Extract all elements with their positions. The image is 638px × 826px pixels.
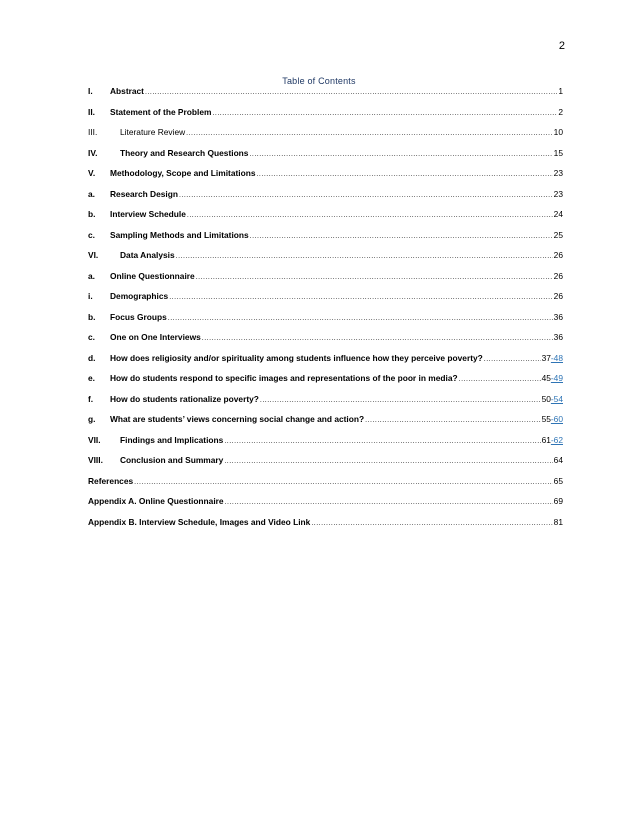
toc-entry-page-alt: -54 xyxy=(550,393,563,404)
dot-leader xyxy=(212,110,557,117)
dot-leader xyxy=(250,233,553,240)
dot-leader xyxy=(168,315,553,322)
toc-entry-page: 36 xyxy=(553,332,563,342)
toc-entry-page-alt: -60 xyxy=(550,414,563,424)
toc-entry-rationalize-poverty[interactable] xyxy=(88,394,563,415)
toc-entry-page: 26 xyxy=(553,250,563,260)
dot-leader xyxy=(134,479,553,486)
toc-entry-title: Online Questionnaire xyxy=(110,270,195,281)
toc-entry-title: How do students respond to specific images and representations of the poor in media? xyxy=(110,373,458,383)
toc-entry-number: i. xyxy=(88,291,93,301)
dot-leader xyxy=(187,212,553,219)
toc-entry-number: II. xyxy=(88,106,95,117)
toc-entry-demographics[interactable] xyxy=(88,291,563,312)
page-number: 2 xyxy=(558,40,565,52)
toc-entry-page: 1 xyxy=(558,86,563,96)
toc-entry-theory[interactable] xyxy=(88,148,563,169)
toc-entry-title: Literature Review xyxy=(120,127,186,137)
toc-entry-interview-schedule[interactable] xyxy=(88,209,563,230)
dot-leader xyxy=(202,335,553,342)
toc-entry-number: b. xyxy=(88,311,96,322)
toc-entry-page-alt: -49 xyxy=(550,373,563,383)
toc-entry-focus-groups[interactable] xyxy=(88,312,563,333)
toc-entry-number: e. xyxy=(88,373,95,383)
dot-leader xyxy=(186,130,553,137)
toc-entry-page: 64 xyxy=(553,455,563,465)
toc-entry-title: Interview Schedule xyxy=(110,209,186,219)
toc-entry-number: d. xyxy=(88,352,96,363)
toc-entry-number: VII. xyxy=(88,434,101,445)
toc-entry-title: One on One Interviews xyxy=(110,332,201,342)
toc-entry-number: f. xyxy=(88,393,94,404)
toc-entry-page: 36 xyxy=(553,311,563,322)
dot-leader xyxy=(249,151,552,158)
toc-entry-title: Data Analysis xyxy=(120,250,175,260)
toc-entry-page-alt: -48 xyxy=(550,352,563,363)
dot-leader xyxy=(196,274,553,281)
dot-leader xyxy=(459,376,541,383)
toc-entry-methodology[interactable] xyxy=(88,168,563,189)
toc-entry-appendix-a[interactable] xyxy=(88,496,563,517)
toc-entry-page: 24 xyxy=(553,209,563,219)
toc-entry-number: VI. xyxy=(88,250,99,260)
toc-entry-number: b. xyxy=(88,209,96,219)
toc-entry-page: 2 xyxy=(558,106,563,117)
toc-entry-number: I. xyxy=(88,86,93,96)
toc-entry-page: 37 xyxy=(541,352,551,363)
toc-entry-title: Appendix B. Interview Schedule, Images and Video Link xyxy=(88,516,311,527)
toc-entry-social-change[interactable] xyxy=(88,414,563,435)
toc-entry-online-questionnaire[interactable] xyxy=(88,271,563,292)
toc-entry-title: Statement of the Problem xyxy=(110,106,212,117)
toc-entry-abstract[interactable] xyxy=(88,86,563,107)
dot-leader xyxy=(176,253,553,260)
toc-entry-title: Conclusion and Summary xyxy=(120,455,224,465)
toc-entry-references[interactable] xyxy=(88,476,563,497)
toc-entry-page: 81 xyxy=(553,516,563,527)
toc-entry-number: a. xyxy=(88,188,95,199)
toc-entry-page: 23 xyxy=(553,168,563,178)
toc-entry-number: c. xyxy=(88,229,95,240)
dot-leader xyxy=(179,192,553,199)
toc-entry-page: 23 xyxy=(553,188,563,199)
toc-entry-one-on-one-interviews[interactable] xyxy=(88,332,563,353)
dot-leader xyxy=(169,294,552,301)
toc-entry-page: 69 xyxy=(553,496,563,506)
toc-entry-title: Focus Groups xyxy=(110,311,167,322)
toc-entry-page: 10 xyxy=(553,127,563,137)
toc-entry-title: Methodology, Scope and Limitations xyxy=(110,168,256,178)
toc-entry-page: 15 xyxy=(553,147,563,158)
toc-entry-page: 45 xyxy=(541,373,551,383)
toc-entry-page: 26 xyxy=(553,270,563,281)
dot-leader xyxy=(225,499,553,506)
toc-entry-conclusion[interactable] xyxy=(88,455,563,476)
toc-entry-title: Demographics xyxy=(110,291,169,301)
table-of-contents xyxy=(88,86,563,537)
toc-entry-number: c. xyxy=(88,332,95,342)
toc-entry-page: 25 xyxy=(553,229,563,240)
toc-entry-page: 55 xyxy=(541,414,551,424)
dot-leader xyxy=(260,397,541,404)
toc-entry-title: How do students rationalize poverty? xyxy=(110,393,259,404)
toc-entry-title: Appendix A. Online Questionnaire xyxy=(88,496,224,506)
dot-leader xyxy=(365,417,540,424)
dot-leader xyxy=(145,89,557,96)
toc-entry-number: a. xyxy=(88,270,95,281)
toc-entry-number: III. xyxy=(88,127,98,137)
toc-entry-title: What are students’ views concerning social change and action? xyxy=(110,414,365,424)
toc-entry-statement-of-problem[interactable] xyxy=(88,107,563,128)
toc-entry-number: VIII. xyxy=(88,455,103,465)
toc-entry-images-media[interactable] xyxy=(88,373,563,394)
dot-leader xyxy=(311,520,552,527)
toc-entry-title: Research Design xyxy=(110,188,178,199)
toc-entry-page-alt: -62 xyxy=(550,434,563,445)
toc-entry-religiosity[interactable] xyxy=(88,353,563,374)
toc-entry-page: 50 xyxy=(541,393,551,404)
dot-leader xyxy=(224,438,540,445)
toc-entry-data-analysis[interactable] xyxy=(88,250,563,271)
dot-leader xyxy=(256,171,552,178)
dot-leader xyxy=(224,458,552,465)
toc-entry-page: 26 xyxy=(553,291,563,301)
toc-title: Table of Contents xyxy=(282,76,356,86)
toc-entry-title: Theory and Research Questions xyxy=(120,147,249,158)
toc-entry-title: Sampling Methods and Limitations xyxy=(110,229,249,240)
toc-entry-appendix-b[interactable] xyxy=(88,517,563,538)
toc-entry-title: How does religiosity and/or spirituality among students influence how they perceive poverty? xyxy=(110,352,483,363)
toc-entry-findings[interactable] xyxy=(88,435,563,456)
toc-entry-sampling-methods[interactable] xyxy=(88,230,563,251)
toc-entry-research-design[interactable] xyxy=(88,189,563,210)
toc-entry-page: 61 xyxy=(541,434,551,445)
toc-entry-title: References xyxy=(88,475,134,486)
dot-leader xyxy=(484,356,541,363)
toc-entry-title: Abstract xyxy=(110,86,144,96)
toc-entry-page: 65 xyxy=(553,475,563,486)
toc-entry-number: IV. xyxy=(88,147,98,158)
toc-entry-number: g. xyxy=(88,414,96,424)
toc-entry-title: Findings and Implications xyxy=(120,434,224,445)
toc-entry-number: V. xyxy=(88,168,96,178)
toc-entry-literature-review[interactable] xyxy=(88,127,563,148)
